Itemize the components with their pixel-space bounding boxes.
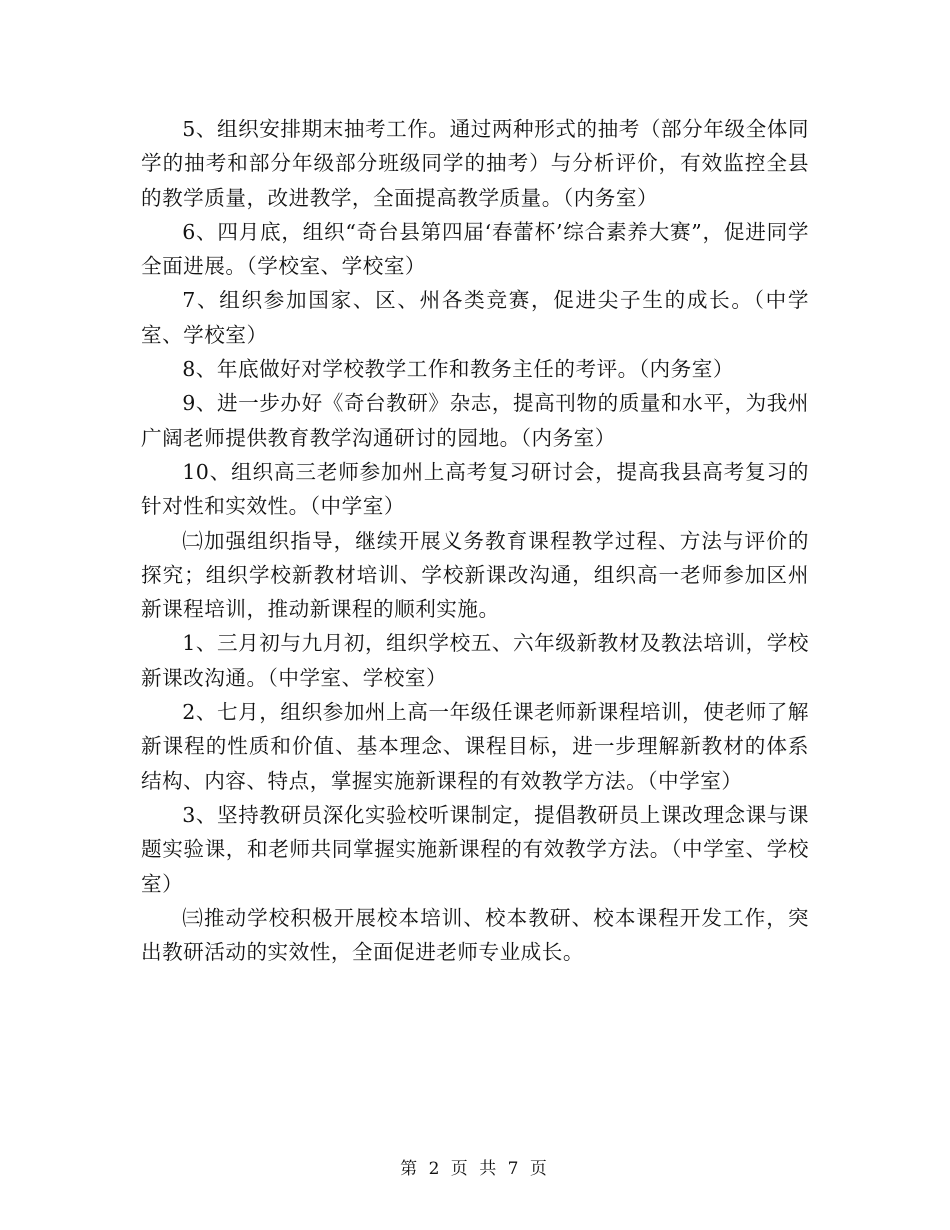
- paragraph-item-6-contest: 6、四月底，组织“奇台县第四届‘春蕾杯’综合素养大赛”，促进同学全面进展。（学校室、学校室）: [141, 219, 809, 279]
- paragraph-item-1-training: 1、三月初与九月初，组织学校五、六年级新教材及教法培训，学校新课改沟通。（中学室、学校室）: [141, 631, 809, 690]
- paragraph-item-5-exam: 5、组织安排期末抽考工作。通过两种形式的抽考（部分年级全体同学的抽考和部分年级部分班级同学的抽考）与分析评价，有效监控全县的教学质量，改进教学，全面提高教学质量。（内务室）: [141, 117, 809, 210]
- paragraph-item-8-evaluation: 8、年底做好对学校教学工作和教务主任的考评。（内务室）: [182, 357, 734, 382]
- paragraph-item-2-curriculum: 2、七月，组织参加州上高一年级任课老师新课程培训，使老师了解新课程的性质和价值、基本理念、课程目标，进一步理解新教材的体系结构、内容、特点，掌握实施新课程的有效教学方法。（中学室）: [141, 700, 809, 793]
- paragraph-section-3-heading: ㈢推动学校积极开展校本培训、校本教研、校本课程开发工作，突出教研活动的实效性，全面促进老师专业成长。: [141, 905, 809, 965]
- paragraph-item-7-competition: 7、组织参加国家、区、州各类竞赛，促进尖子生的成长。（中学室、学校室）: [141, 288, 809, 347]
- document-body: [141, 112, 809, 969]
- paragraph-section-2-heading: ㈡加强组织指导，继续开展义务教育课程教学过程、方法与评价的探究；组织学校新教材培训、学校新课改沟通，组织高一老师参加区州新课程培训，推动新课程的顺利实施。: [141, 528, 809, 622]
- page-number-footer: 第 2 页 共 7 页: [400, 1159, 550, 1179]
- paragraph-item-9-journal: 9、进一步办好《奇台教研》杂志，提高刊物的质量和水平，为我州广阔老师提供教育教学沟通研讨的园地。（内务室）: [141, 391, 809, 450]
- paragraph-item-10-seminar: 10、组织高三老师参加州上高考复习研讨会，提高我县高考复习的针对性和实效性。（中学室）: [141, 459, 809, 519]
- paragraph-item-3-observation: 3、坚持教研员深化实验校听课制定，提倡教研员上课改理念课与课题实验课，和老师共同掌握实施新课程的有效教学方法。（中学室、学校室）: [141, 802, 809, 896]
